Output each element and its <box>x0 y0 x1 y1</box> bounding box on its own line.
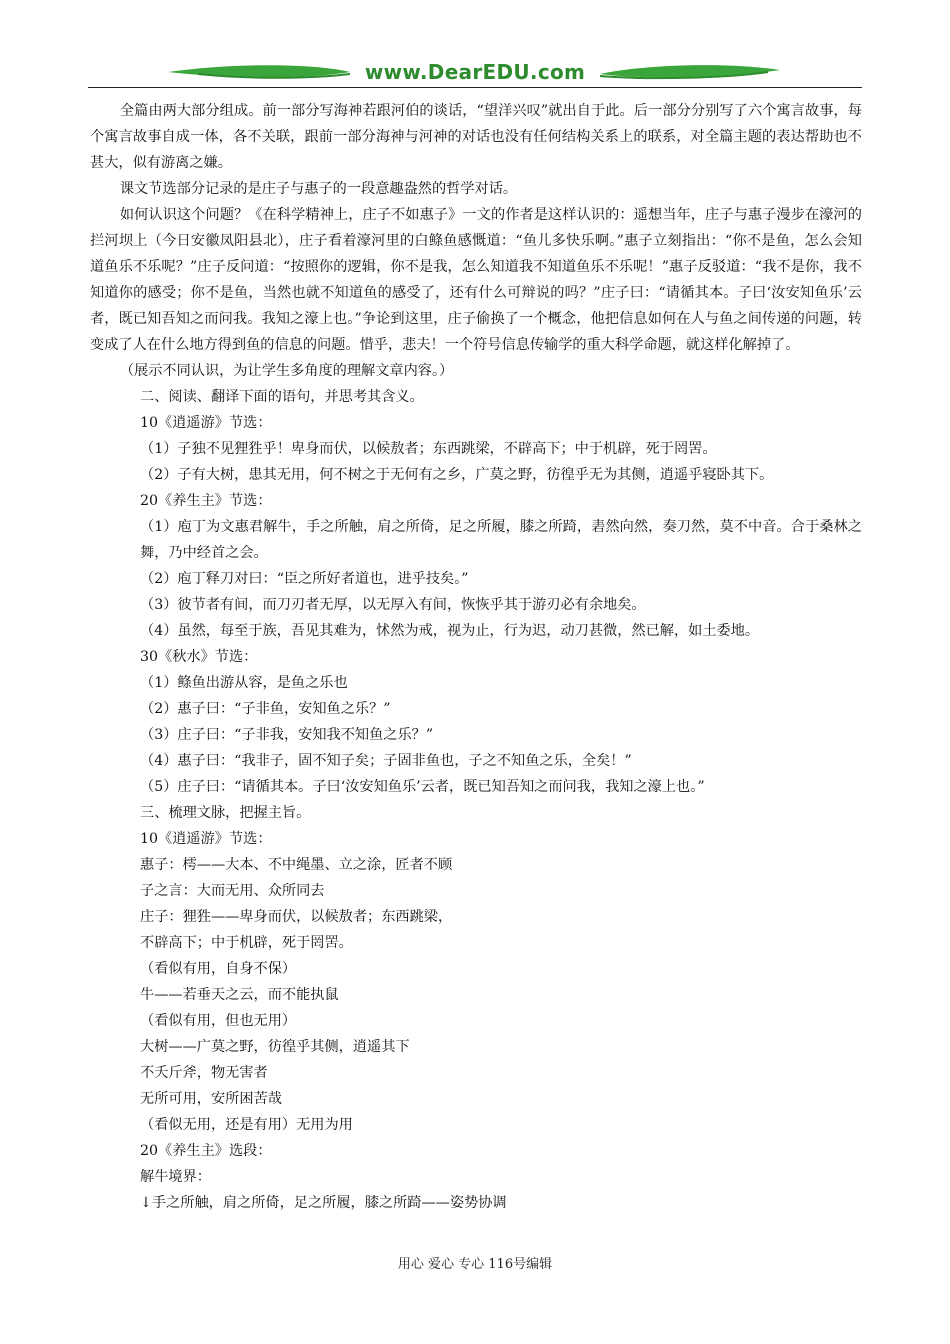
paragraph: （看似无用，还是有用）无用为用 <box>140 1117 353 1133</box>
paragraph: （看似有用，但也无用） <box>140 1013 297 1029</box>
paragraph: （2）惠子曰：“子非鱼，安知鱼之乐？” <box>140 701 391 717</box>
paragraph: （4）惠子曰：“我非子，固不知子矣；子固非鱼也，子之不知鱼之乐，全矣！” <box>140 753 632 769</box>
paragraph: （2）子有大树，患其无用，何不树之于无何有之乡，广莫之野，彷徨乎无为其侧，逍遥乎寝卧其下。 <box>140 467 774 483</box>
paragraph: 全篇由两大部分组成。前一部分写海神若跟河伯的谈话，“望洋兴叹”就出自于此。后一部分分别写了六个寓言故事，每个寓言故事自成一体，各不关联，跟前一部分海神与河神的对话也没有任何结构关系上的联系，对全篇主题的表达帮助也不甚大，似有游离之嫌。 <box>90 103 862 171</box>
document-body <box>90 98 862 1216</box>
paragraph: （2）庖丁释刀对曰：“臣之所好者道也，进乎技矣。” <box>140 571 469 587</box>
paragraph: 课文节选部分记录的是庄子与惠子的一段意趣盎然的哲学对话。 <box>119 181 518 197</box>
paragraph: （3）彼节者有间，而刀刃者无厚，以无厚入有间，恢恢乎其于游刃必有余地矣。 <box>140 597 646 613</box>
paragraph: （看似有用，自身不保） <box>140 961 297 977</box>
paragraph: 子之言：大而无用、众所同去 <box>140 883 325 899</box>
paragraph: 10《逍遥游》节选： <box>140 831 272 847</box>
paragraph: 三、梳理文脉，把握主旨。 <box>140 805 311 821</box>
paragraph: 不辟高下；中于机辟，死于罔罟。 <box>140 935 353 951</box>
paragraph: 惠子：樗——大本、不中绳墨、立之涂，匠者不顾 <box>140 857 453 873</box>
paragraph: 解牛境界： <box>140 1169 211 1185</box>
paragraph: 庄子：狸狌——卑身而伏，以候敖者；东西跳梁， <box>140 909 453 925</box>
paragraph: 不夭斤斧，物无害者 <box>140 1065 268 1081</box>
site-header-banner <box>88 58 862 90</box>
paragraph: （展示不同认识，为让学生多角度的理解文章内容。） <box>119 363 454 379</box>
paragraph: 无所可用，安所困苦哉 <box>140 1091 282 1107</box>
header-divider <box>88 87 862 88</box>
site-logo-text[interactable]: www.DearEDU.com <box>364 60 586 84</box>
paragraph: 10《逍遥游》节选： <box>140 415 272 431</box>
paragraph: （4）虽然，每至于族，吾见其难为，怵然为戒，视为止，行为迟，动刀甚微，然已解，如土委地。 <box>140 623 760 639</box>
paragraph: （1）庖丁为文惠君解牛，手之所触，肩之所倚，足之所履，膝之所踦，砉然向然，奏刀然，莫不中音。合于桑林之舞，乃中经首之会。 <box>140 519 862 561</box>
paragraph: 二、阅读、翻译下面的语句，并思考其含义。 <box>140 389 424 405</box>
paragraph: 如何认识这个问题？《在科学精神上，庄子不如惠子》一文的作者是这样认识的：遥想当年，庄子与惠子漫步在濠河的拦河坝上（今日安徽凤阳县北），庄子看着濠河里的白鲦鱼感慨道：“鱼儿多快乐啊。”惠子立刻指出：“你不是鱼，怎么会知道鱼乐不乐呢？”庄子反问道：“按照你的逻辑，你不是我，怎么知道我不知道鱼乐不乐呢！”惠子反驳道：“我不是你，我不知道你的感受；你不是鱼，当然也就不知道鱼的感受了，还有什么可辩说的吗？”庄子曰：“请循其本。子曰‘汝安知鱼乐’云者，既已知吾知之而问我。我知之濠上也。”争论到这里，庄子偷换了一个概念，他把信息如何在人与鱼之间传递的问题，转变成了人在什么地方得到鱼的信息的问题。惜乎，悲夫！一个符号信息传输学的重大科学命题，就这样化解掉了。 <box>90 207 862 353</box>
paragraph: 30《秋水》节选： <box>140 649 258 665</box>
paragraph: （3）庄子曰：“子非我，安知我不知鱼之乐？” <box>140 727 434 743</box>
paragraph: （1）鲦鱼出游从容，是鱼之乐也 <box>140 675 348 691</box>
paragraph: （1）子独不见狸狌乎！卑身而伏，以候敖者；东西跳梁，不辟高下；中于机辟，死于罔罟。 <box>140 441 717 457</box>
paragraph: 大树——广莫之野，彷徨乎其侧，逍遥其下 <box>140 1039 410 1055</box>
paragraph: 20《养生主》节选： <box>140 493 272 509</box>
paragraph: 20《养生主》选段： <box>140 1143 272 1159</box>
paragraph: ↓手之所触，肩之所倚，足之所履，膝之所踦——姿势协调 <box>140 1195 507 1211</box>
paragraph: 牛——若垂天之云，而不能执鼠 <box>140 987 339 1003</box>
page-footer: 用心 爱心 专心 116号编辑 <box>397 1257 553 1272</box>
paragraph: （5）庄子曰：“请循其本。子曰‘汝安知鱼乐’云者，既已知吾知之而问我，我知之濠上也。” <box>140 779 705 795</box>
